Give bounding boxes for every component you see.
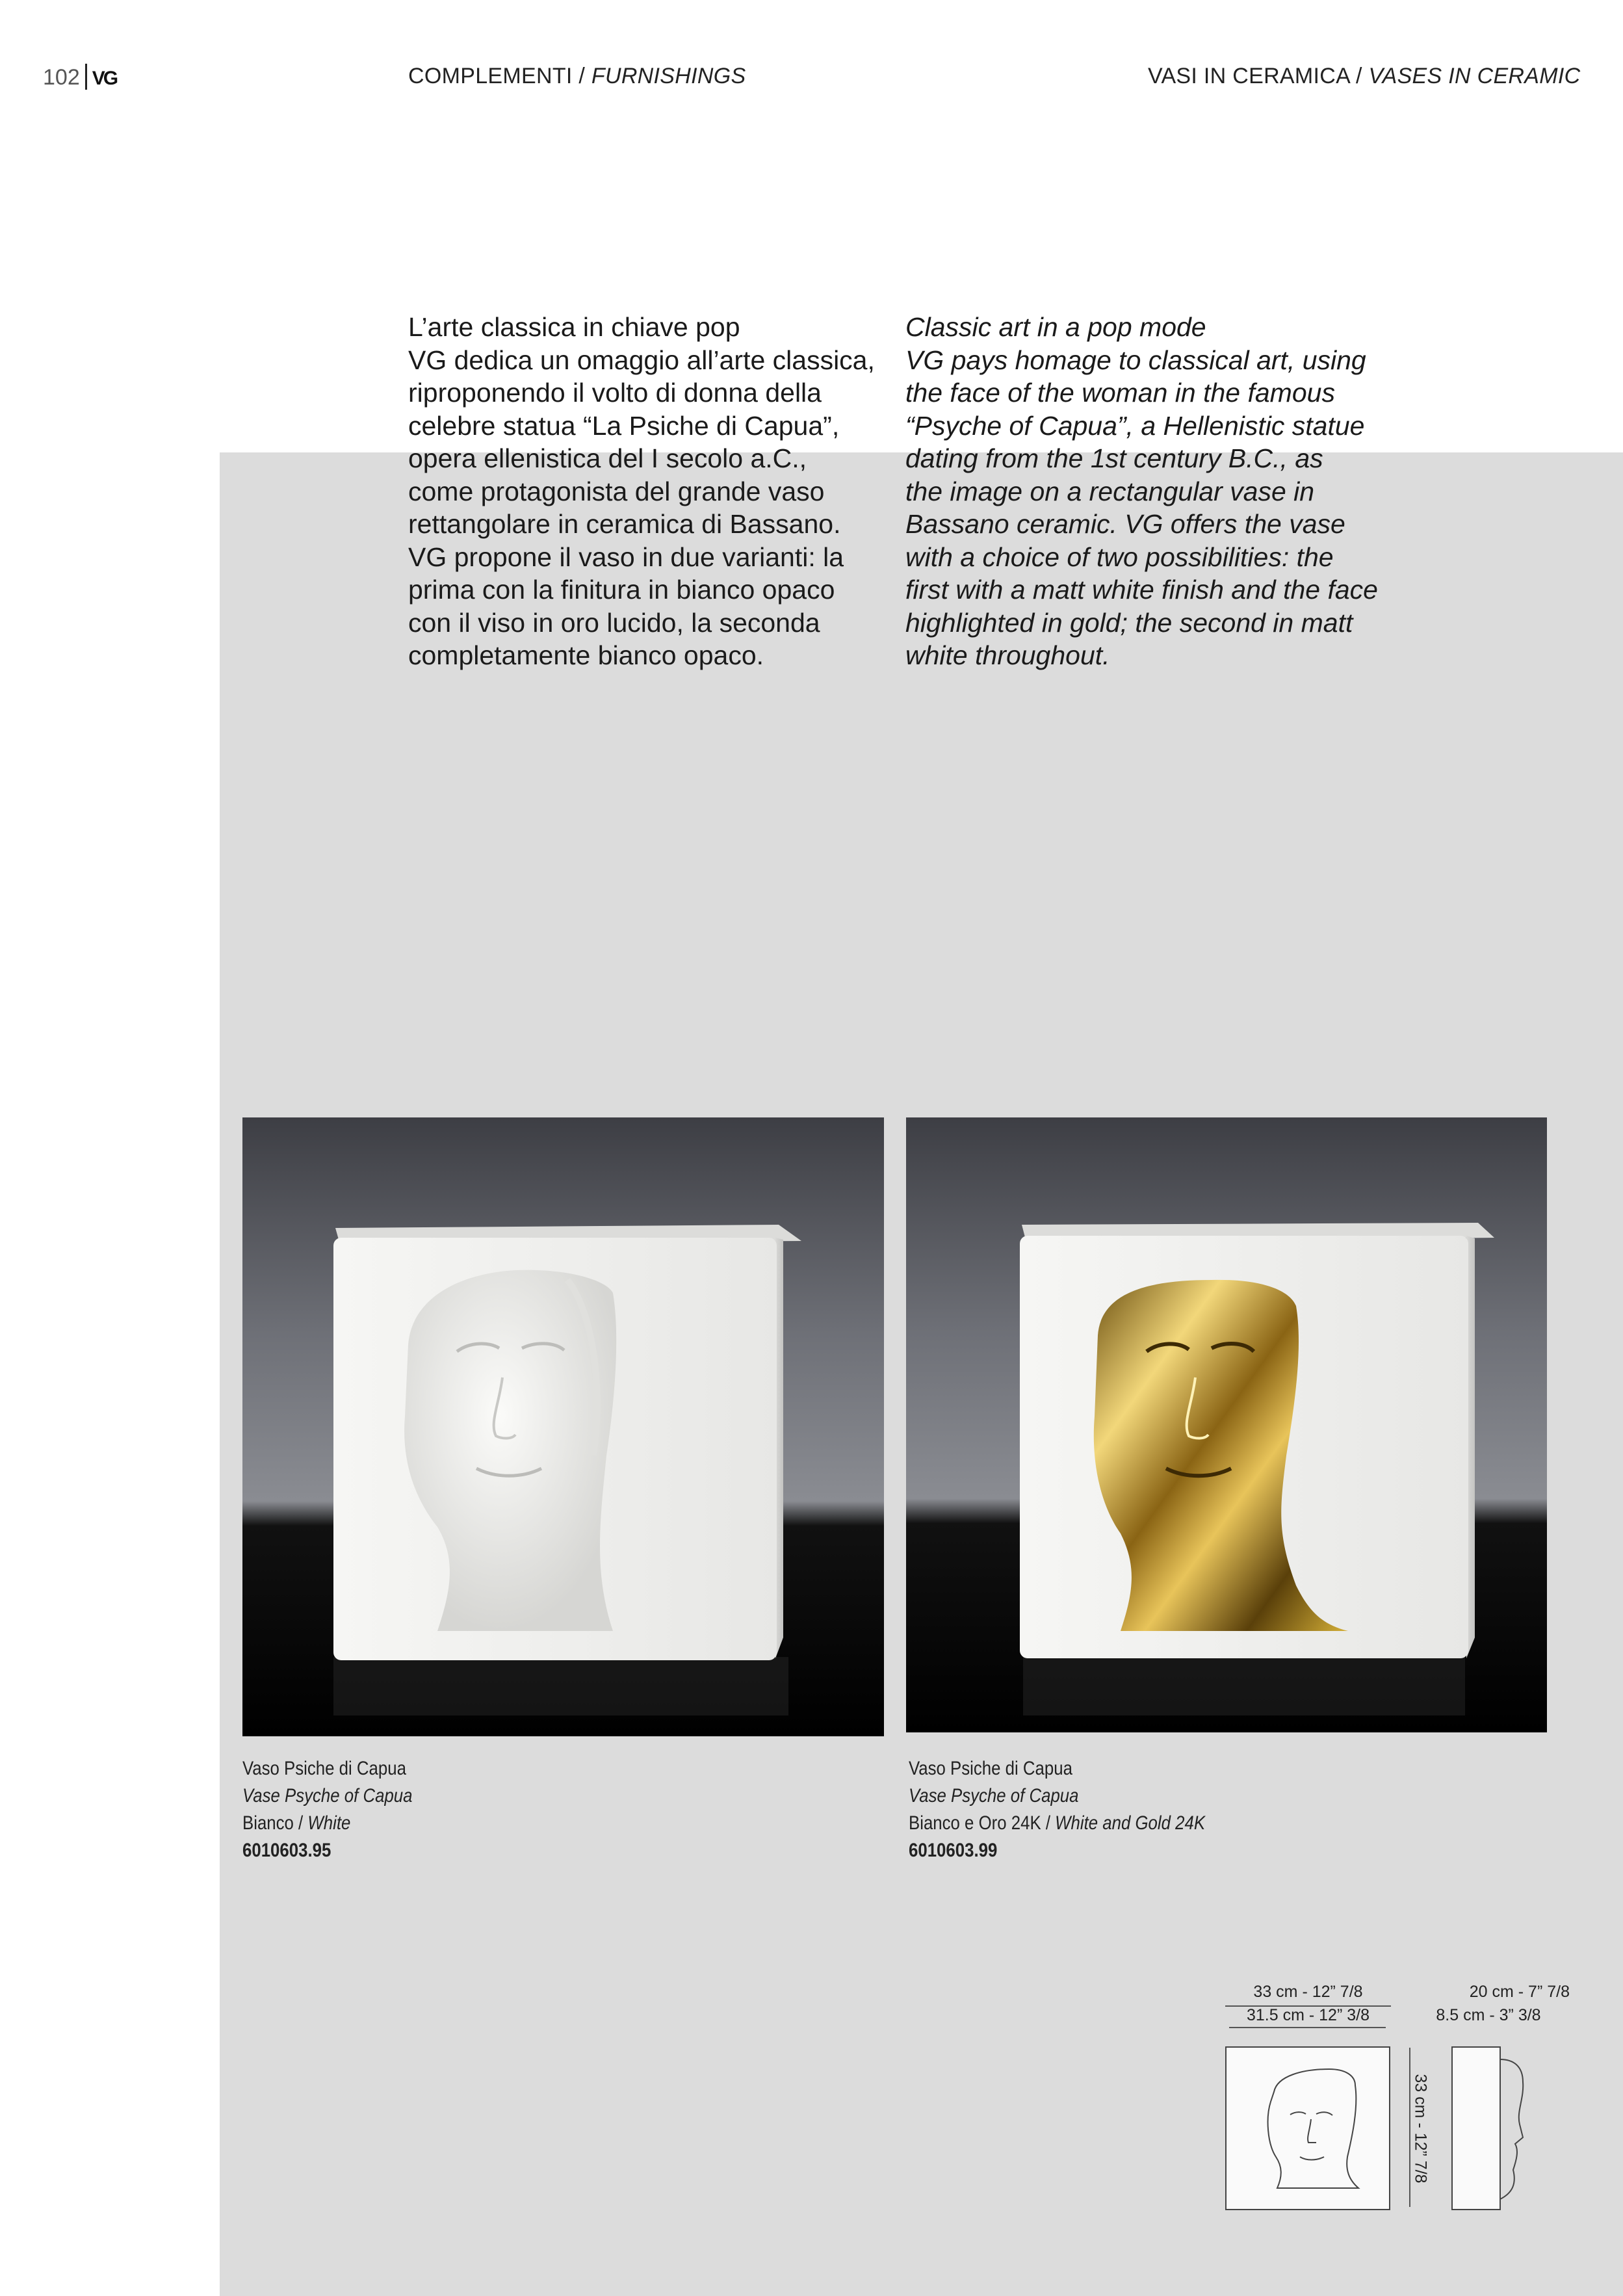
intro-line: VG propone il vaso in due varianti: la — [408, 541, 844, 572]
white-vase-illustration — [242, 1117, 884, 1736]
page-number-divider — [85, 64, 87, 90]
intro-line: VG pays homage to classical art, using — [905, 345, 1366, 375]
intro-line: white throughout. — [905, 640, 1110, 670]
product-code: 6010603.99 — [909, 1840, 998, 1861]
product-name-italian: Vaso Psiche di Capua — [909, 1758, 1072, 1779]
intro-line: opera ellenistica del I secolo a.C., — [408, 443, 807, 473]
intro-line: dating from the 1st century B.C., as — [905, 443, 1323, 473]
product-photo-gold-vase — [906, 1117, 1547, 1732]
intro-line: L’arte classica in chiave pop — [408, 312, 740, 342]
intro-line: completamente bianco opaco. — [408, 640, 764, 670]
section-italian: COMPLEMENTI / — [408, 64, 591, 88]
intro-line: con il viso in oro lucido, la seconda — [408, 607, 820, 638]
dim-line — [1229, 2027, 1386, 2028]
product-name-english: Vase Psyche of Capua — [242, 1785, 413, 1807]
intro-line: Bassano ceramic. VG offers the vase — [905, 509, 1345, 539]
intro-line: highlighted in gold; the second in matt — [905, 607, 1353, 638]
intro-english — [905, 311, 1425, 672]
finish-english: White — [307, 1812, 351, 1834]
intro-line: the image on a rectangular vase in — [905, 476, 1315, 506]
intro-line: “Psyche of Capua”, a Hellenistic statue — [905, 410, 1365, 441]
product-finish — [242, 1810, 413, 1837]
intro-line: come protagonista del grande vaso — [408, 476, 825, 506]
category-heading — [1148, 64, 1580, 89]
intro-line: prima con la finitura in bianco opaco — [408, 575, 835, 605]
intro-line: rettangolare in ceramica di Bassano. — [408, 509, 841, 539]
category-italian: VASI IN CERAMICA / — [1148, 64, 1369, 88]
page-number-block — [43, 64, 116, 90]
finish-italian: Bianco / — [242, 1812, 308, 1834]
side-view-drawing — [1451, 2046, 1539, 2210]
front-view-outline — [1225, 2046, 1390, 2210]
caption-white-vase — [242, 1755, 413, 1864]
dim-front-width-bottom: 31.5 cm - 12” 3/8 — [1247, 2006, 1370, 2024]
intro-line: riproponendo il volto di donna della — [408, 378, 822, 408]
intro-line: VG dedica un omaggio all’arte classica, — [408, 345, 875, 375]
section-english: FURNISHINGS — [591, 64, 746, 88]
intro-line: the face of the woman in the famous — [905, 378, 1335, 408]
intro-line: first with a matt white finish and the face — [905, 575, 1378, 605]
product-code: 6010603.95 — [242, 1840, 331, 1861]
intro-italian — [408, 311, 889, 672]
dim-side-depth-top: 20 cm - 7” 7/8 — [1469, 1983, 1570, 2001]
intro-line: celebre statua “La Psiche di Capua”, — [408, 410, 840, 441]
front-view-drawing — [1225, 2046, 1390, 2210]
caption-gold-vase — [909, 1755, 1205, 1864]
dim-height: 33 cm - 12” 7/8 — [1411, 2074, 1430, 2184]
product-name-english: Vase Psyche of Capua — [909, 1785, 1079, 1807]
product-photo-white-vase — [242, 1117, 884, 1736]
section-heading — [408, 64, 746, 89]
dim-side-depth-bottom: 8.5 cm - 3” 3/8 — [1436, 2006, 1541, 2024]
product-name-italian: Vaso Psiche di Capua — [242, 1758, 406, 1779]
side-view-outline — [1451, 2046, 1539, 2210]
finish-italian: Bianco e Oro 24K / — [909, 1812, 1056, 1834]
finish-english: White and Gold 24K — [1055, 1812, 1206, 1834]
category-english: VASES IN CERAMIC — [1368, 64, 1581, 88]
product-finish — [909, 1810, 1205, 1837]
gold-vase-illustration — [906, 1117, 1547, 1732]
vg-logo: VG — [92, 68, 117, 89]
intro-line: with a choice of two possibilities: the — [905, 541, 1334, 572]
page-number: 102 — [43, 65, 80, 90]
intro-line: Classic art in a pop mode — [905, 312, 1206, 342]
dim-front-width-top: 33 cm - 12” 7/8 — [1253, 1983, 1363, 2001]
